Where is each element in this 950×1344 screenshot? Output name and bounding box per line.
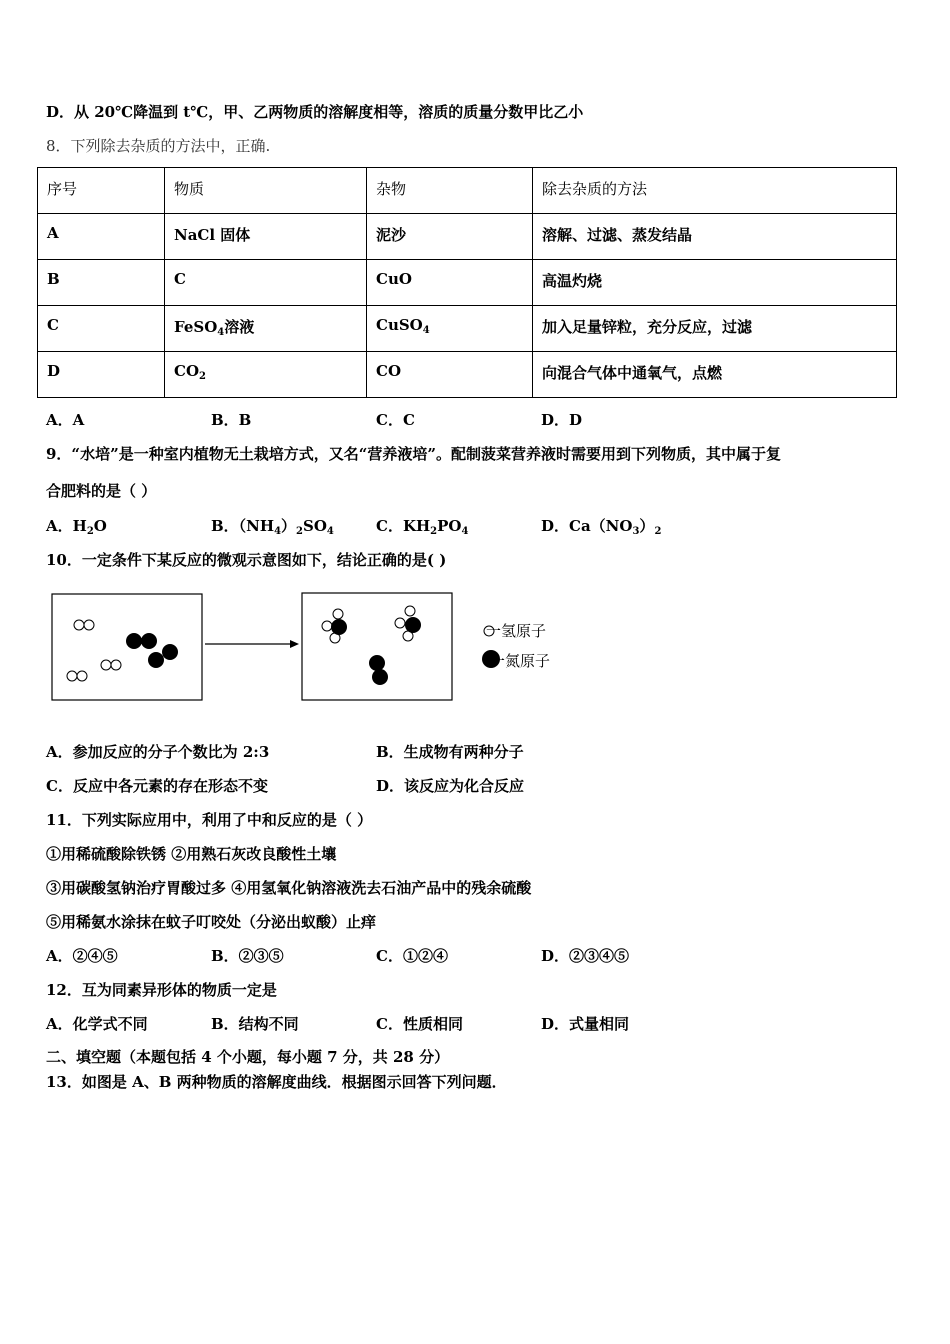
q10-option-a[interactable]: A．参加反应的分子个数比为 2:3: [46, 743, 270, 761]
legend-hydrogen: 一氢原子: [486, 622, 547, 640]
table-row: [38, 306, 897, 352]
q12-option-c[interactable]: C．性质相同: [376, 1015, 463, 1033]
q9-option-b[interactable]: B．$(NH_4)_2SO_4$: [211, 517, 334, 537]
section-heading: 二、填空题（本题包括 4 个小题，每小题 7 分，共 28 分）: [46, 1048, 450, 1066]
header-method: 除去杂质的方法: [533, 168, 897, 214]
q8-option-b[interactable]: B．B: [211, 411, 252, 429]
row-id: A: [38, 214, 165, 260]
q8-option-c[interactable]: C．C: [376, 411, 415, 429]
q10-stem: 10．一定条件下某反应的微观示意图如下，结论正确的是( ): [46, 551, 447, 569]
nitrogen-molecules: [126, 633, 178, 668]
nitrogen-molecule-remaining: [369, 655, 388, 685]
q11-option-c[interactable]: C．①②④: [376, 947, 448, 965]
q8-option-d[interactable]: D．D: [541, 411, 583, 429]
row-substance: FeSO$_4$溶液: [165, 306, 367, 352]
q7-option-d: D．从 20℃降温到 t℃，甲、乙两物质的溶解度相等，溶质的质量分数甲比乙小: [46, 103, 584, 121]
row-impurity: CuO: [367, 260, 533, 306]
row-id: B: [38, 260, 165, 306]
q11-option-b[interactable]: B．②③⑤: [211, 947, 284, 965]
q11-item-line3: ⑤用稀氨水涂抹在蚊子叮咬处（分泌出蚁酸）止痒: [46, 913, 377, 931]
row-id: C: [38, 306, 165, 352]
q9-option-d[interactable]: D．$Ca(NO_3)_2$: [541, 517, 662, 537]
q11-item-line1: ①用稀硫酸除铁锈 ②用熟石灰改良酸性土壤: [46, 845, 337, 863]
row-impurity: 泥沙: [367, 214, 533, 260]
table-header-row: [38, 168, 897, 214]
q8-stem: 8．下列除去杂质的方法中，正确.: [46, 137, 271, 155]
q10-option-b[interactable]: B．生成物有两种分子: [376, 743, 524, 761]
q11-item-line2: ③用碳酸氢钠治疗胃酸过多 ④用氢氧化钠溶液洗去石油产品中的残余硫酸: [46, 879, 532, 897]
q8-table: [37, 167, 897, 398]
q12-option-d[interactable]: D．式量相同: [541, 1015, 630, 1033]
q12-option-b[interactable]: B．结构不同: [211, 1015, 299, 1033]
row-method: 向混合气体中通氧气，点燃: [533, 352, 897, 398]
q10-option-d[interactable]: D．该反应为化合反应: [376, 777, 525, 795]
row-method: 溶解、过滤、蒸发结晶: [533, 214, 897, 260]
table-row: [38, 214, 897, 260]
reactant-box: [52, 594, 202, 700]
q8-option-a[interactable]: A．A: [46, 411, 85, 429]
legend-nitrogen: 一氮原子: [490, 652, 551, 670]
table-row: [38, 260, 897, 306]
q10-option-c[interactable]: C．反应中各元素的存在形态不变: [46, 777, 268, 795]
row-impurity: CO: [367, 352, 533, 398]
q9-option-a[interactable]: A．$H_2O$: [46, 517, 107, 537]
q12-stem: 12．互为同素异形体的物质一定是: [46, 981, 277, 999]
ammonia-molecule-2: [395, 606, 421, 641]
row-substance: $CO_2$: [165, 352, 367, 398]
hydrogen-molecules: [67, 620, 121, 681]
row-method: 加入足量锌粒，充分反应，过滤: [533, 306, 897, 352]
q11-option-d[interactable]: D．②③④⑤: [541, 947, 630, 965]
q13-stem: 13．如图是 A、B 两种物质的溶解度曲线．根据图示回答下列问题．: [46, 1073, 507, 1091]
header-impurity: 杂物: [367, 168, 533, 214]
row-impurity: CuSO$_4$: [367, 306, 533, 352]
q11-stem: 11．下列实际应用中，利用了中和反应的是（ ）: [46, 811, 373, 829]
arrow-head-icon: [290, 640, 299, 648]
q12-option-a[interactable]: A．化学式不同: [46, 1015, 148, 1033]
q9-stem-line1: 9．“水培”是一种室内植物无土栽培方式，又名“营养液培”。配制菠菜营养液时需要用到下列物质，其中属于复: [46, 445, 781, 463]
reaction-diagram: [45, 585, 585, 710]
row-method: 高温灼烧: [533, 260, 897, 306]
header-substance: 物质: [165, 168, 367, 214]
row-substance: NaCl 固体: [165, 214, 367, 260]
ammonia-molecule-1: [322, 609, 347, 643]
row-substance: C: [165, 260, 367, 306]
header-id: 序号: [38, 168, 165, 214]
row-id: D: [38, 352, 165, 398]
q9-option-c[interactable]: C．$KH_2PO_4$: [376, 517, 469, 537]
table-row: [38, 352, 897, 398]
q11-option-a[interactable]: A．②④⑤: [46, 947, 118, 965]
q9-stem-line2: 合肥料的是（ ）: [46, 482, 157, 500]
